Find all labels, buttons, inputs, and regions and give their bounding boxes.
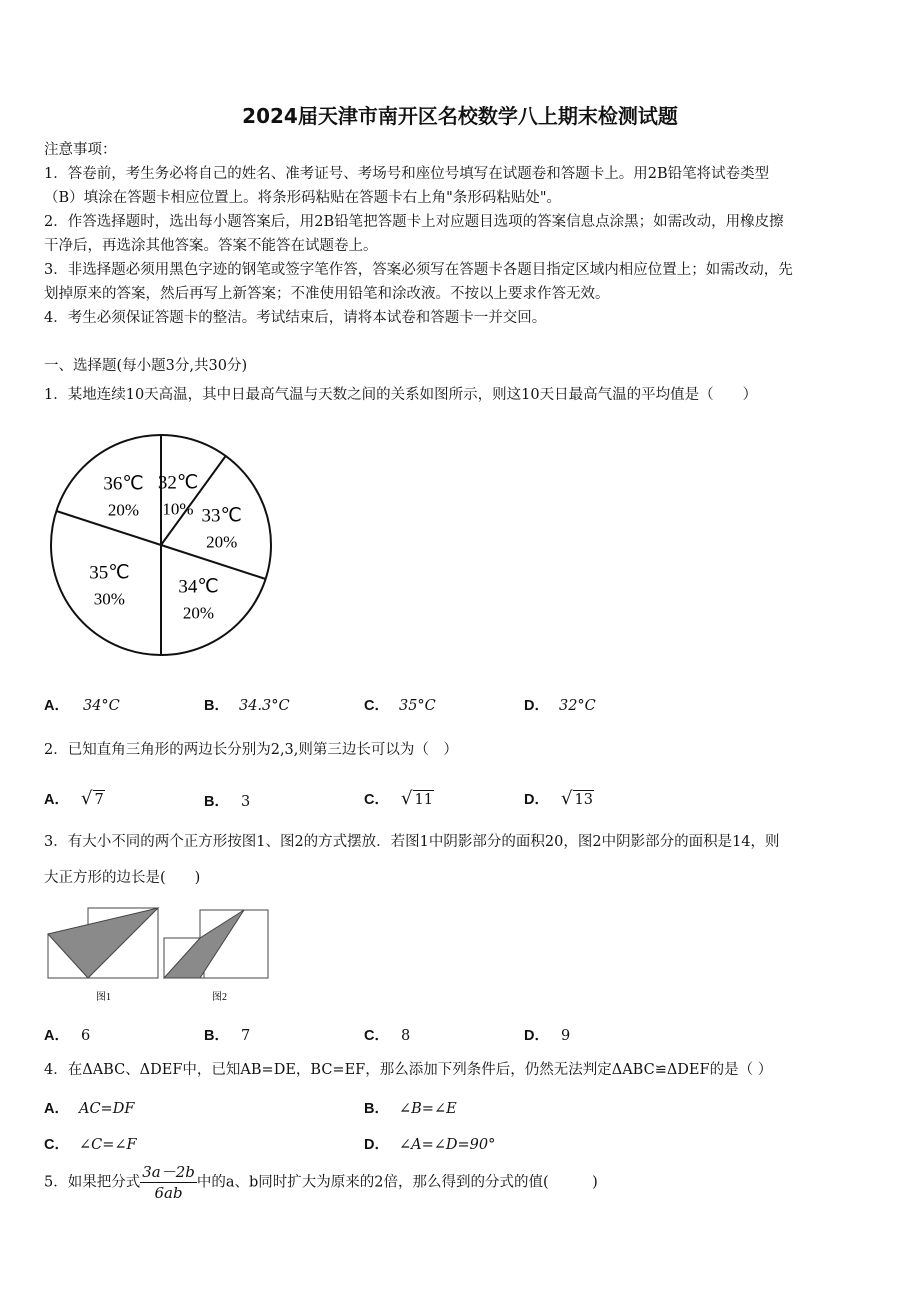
q2-stem: 2．已知直角三角形的两边长分别为2,3,则第三边长可以为（ ） [44, 742, 458, 758]
option-text: ∠B=∠E [398, 1101, 457, 1117]
notice-line: 3．非选择题必须用黑色字迹的钢笔或签字笔作答，答案必须写在答题卡各题目指定区域内相应位置上；如需改动，先 [44, 262, 793, 278]
q1-pie-chart [46, 430, 272, 660]
option-label: B． [364, 1101, 389, 1117]
q1-option-b[interactable] [204, 694, 290, 715]
q3-option-c[interactable] [364, 1024, 410, 1045]
option-label: A． [44, 792, 69, 808]
q1-option-c[interactable] [364, 694, 436, 715]
option-text: 9 [560, 1028, 571, 1044]
pie-slice-temp-label: 34℃ [178, 576, 219, 598]
fig1-shaded-region [48, 908, 158, 978]
option-label: A． [44, 698, 69, 714]
option-text: 6 [80, 1028, 91, 1044]
fraction-denominator: 6ab [154, 1184, 183, 1202]
sqrt-icon: √ [80, 788, 93, 809]
notice-line: 干净后，再选涂其他答案。答案不能答在试题卷上。 [44, 238, 378, 254]
q1-option-a[interactable] [44, 694, 120, 715]
q4-option-a[interactable] [44, 1097, 134, 1118]
q2-option-a[interactable] [44, 788, 105, 809]
sqrt-icon: √ [560, 788, 573, 809]
pie-slice-pct-label: 10% [162, 499, 194, 519]
option-text: 32°C [558, 698, 596, 714]
q4-option-b[interactable] [364, 1097, 457, 1118]
pie-slice-pct-label: 20% [206, 532, 238, 552]
option-text: 7 [94, 792, 104, 808]
sqrt-icon: √ [400, 788, 413, 809]
option-text: 34.3°C [238, 698, 290, 714]
q3-option-d[interactable] [524, 1024, 570, 1045]
pie-slice-pct-label: 30% [93, 589, 125, 609]
pie-slice-pct-label: 20% [107, 500, 140, 520]
q5-stem [44, 1162, 598, 1203]
q2-option-b[interactable] [204, 790, 250, 811]
fig1-caption: 图1 [96, 992, 111, 1003]
q4-option-c[interactable] [44, 1133, 137, 1154]
notice-heading: 注意事项： [44, 142, 117, 158]
q4-option-d[interactable] [364, 1133, 495, 1154]
option-label: B． [204, 1028, 229, 1044]
fig2-shaded-region [164, 910, 244, 978]
option-text: 7 [240, 1028, 251, 1044]
pie-slice-pct-label: 20% [182, 603, 215, 623]
pie-slice-temp-label: 33℃ [201, 505, 242, 527]
pie-slice-temp-label: 35℃ [89, 562, 130, 584]
fig2-caption: 图2 [212, 992, 227, 1003]
q5-fraction [140, 1162, 197, 1203]
q1-stem: 1．某地连续10天高温，其中日最高气温与天数之间的关系如图所示，则这10天日最高气温的平均值是（ ） [44, 387, 758, 403]
q3-stem-line2: 大正方形的边长是( ) [44, 870, 201, 886]
option-text: 8 [400, 1028, 411, 1044]
option-label: C． [364, 792, 389, 808]
pie-slice-temp-label: 36℃ [103, 473, 144, 495]
pie-slice-temp-label: 32℃ [157, 472, 199, 494]
option-label: C． [44, 1137, 69, 1153]
option-text: 11 [414, 792, 433, 808]
option-label: D． [524, 1028, 549, 1044]
option-label: D． [524, 698, 549, 714]
section-heading: 一、选择题(每小题3分,共30分) [44, 358, 248, 374]
fraction-numerator: 3a－2b [142, 1163, 195, 1181]
notice-line: （B）填涂在答题卡相应位置上。将条形码粘贴在答题卡右上角"条形码粘贴处"。 [44, 190, 561, 206]
q5-stem-post: 中的a、b同时扩大为原来的2倍，那么得到的分式的值( ) [196, 1174, 598, 1191]
option-text: 34°C [82, 698, 120, 714]
option-text: 13 [574, 792, 593, 808]
q3-figures [44, 904, 274, 1008]
notice-line: 4．考生必须保证答题卡的整洁。考试结束后，请将本试卷和答题卡一并交回。 [44, 310, 547, 326]
option-text: ∠A=∠D=90° [398, 1137, 496, 1153]
q2-option-c[interactable] [364, 788, 434, 809]
option-text: AC=DF [78, 1101, 135, 1117]
option-text: 3 [240, 794, 251, 810]
q5-stem-pre: 5．如果把分式 [44, 1174, 141, 1191]
q3-option-a[interactable] [44, 1024, 90, 1045]
q4-stem: 4．在ΔABC、ΔDEF中，已知AB=DE，BC=EF，那么添加下列条件后，仍然无法判定ΔABC≌ΔDEF的是（ ） [44, 1062, 773, 1078]
option-label: B． [204, 698, 229, 714]
page-title: 2024届天津市南开区名校数学八上期末检测试题 [242, 104, 678, 128]
option-label: B． [204, 794, 229, 810]
q3-option-b[interactable] [204, 1024, 250, 1045]
option-label: A． [44, 1101, 69, 1117]
option-label: D． [524, 792, 549, 808]
notice-line: 2．作答选择题时，选出每小题答案后，用2B铅笔把答题卡上对应题目选项的答案信息点涂黑；如需改动，用橡皮擦 [44, 214, 784, 230]
notice-line: 1．答卷前，考生务必将自己的姓名、准考证号、考场号和座位号填写在试题卷和答题卡上。用2B铅笔将试卷类型 [44, 166, 770, 182]
option-label: D． [364, 1137, 389, 1153]
option-label: A． [44, 1028, 69, 1044]
q3-stem-line1: 3．有大小不同的两个正方形按图1、图2的方式摆放．若图1中阴影部分的面积20，图2中阴影部分的面积是14，则 [44, 834, 780, 850]
option-label: C． [364, 1028, 389, 1044]
q2-option-d[interactable] [524, 788, 594, 809]
option-text: ∠C=∠F [78, 1137, 137, 1153]
option-label: C． [364, 698, 389, 714]
notice-line: 划掉原来的答案，然后再写上新答案；不准使用铅笔和涂改液。不按以上要求作答无效。 [44, 286, 610, 302]
q1-option-d[interactable] [524, 694, 596, 715]
option-text: 35°C [398, 698, 436, 714]
